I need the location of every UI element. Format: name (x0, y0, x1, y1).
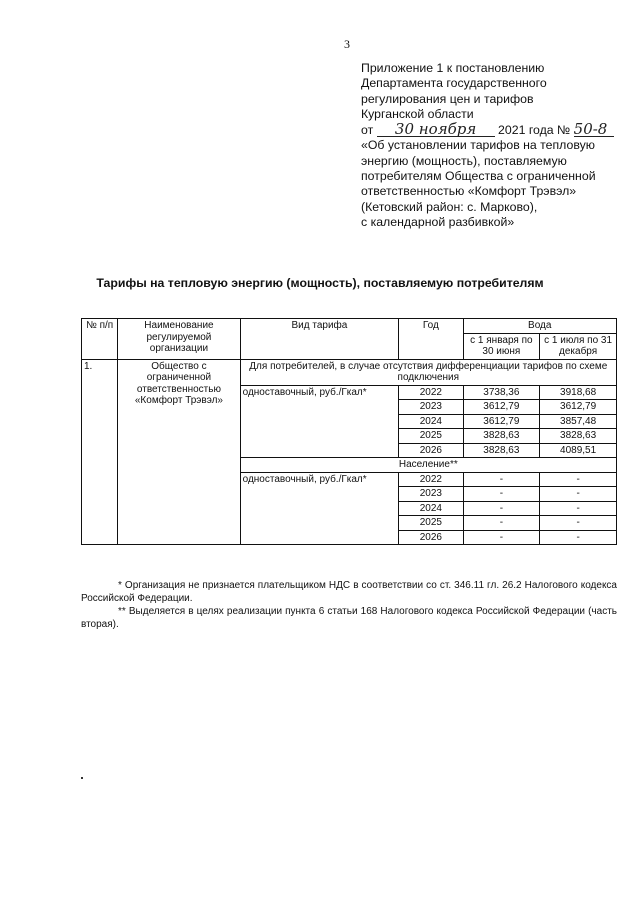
header-org: Наименование регулируемой организации (118, 319, 240, 360)
footnote-vat: * Организация не признается плательщиком НДС в соответствии со ст. 346.11 гл. 26.2 Налогового кодекса Российской Федерации. (81, 580, 617, 604)
value-cell: 3857,48 (540, 414, 617, 429)
header-year: Год (399, 319, 463, 360)
year-cell: 2025 (399, 516, 463, 531)
value-cell: - (540, 501, 617, 516)
subject-line: энергию (мощность), поставляемую (361, 153, 567, 168)
footnote-population: ** Выделяется в целях реализации пункта 6 статьи 168 Налогового кодекса Российской Федерации (часть вторая). (81, 606, 617, 630)
subject-line: потребителям Общества с ограниченной (361, 169, 596, 184)
year-cell: 2025 (399, 429, 463, 444)
group-label: Население** (240, 458, 616, 473)
appendix-line: Курганской области (361, 106, 474, 121)
group1-label-row (82, 359, 617, 385)
subject-line: с календарной разбивкой» (361, 214, 515, 229)
value-cell: - (540, 487, 617, 502)
resolution-date-line (361, 122, 626, 138)
subject-line: ответственностью «Комфорт Трэвэл» (361, 184, 577, 199)
value-cell: 3828,63 (463, 429, 540, 444)
header-num: № п/п (82, 319, 118, 360)
year-cell: 2022 (399, 385, 463, 400)
appendix-line: регулирования цен и тарифов (361, 91, 534, 106)
page-number: 3 (344, 37, 350, 51)
header-tariff-type: Вид тарифа (240, 319, 399, 360)
value-cell: - (463, 487, 540, 502)
header-period-1: с 1 января по 30 июня (463, 333, 540, 359)
value-cell: - (540, 530, 617, 545)
document-title: Тарифы на тепловую энергию (мощность), поставляемую потребителям (96, 276, 544, 290)
value-cell: 3828,63 (463, 443, 540, 458)
tariff-type: одноставочный, руб./Гкал* (240, 385, 399, 458)
year-cell: 2024 (399, 501, 463, 516)
group-label: Для потребителей, в случае отсутствия дифференциации тарифов по схеме подключения (240, 359, 616, 385)
year-text: 2021 года № (498, 123, 571, 138)
table-header-row (82, 319, 617, 334)
year-cell: 2024 (399, 414, 463, 429)
header-period-2: с 1 июля по 31 декабря (540, 333, 617, 359)
value-cell: - (463, 472, 540, 487)
handwritten-date: 30 ноября (377, 122, 495, 137)
value-cell: 3612,79 (540, 400, 617, 415)
year-cell: 2022 (399, 472, 463, 487)
header-water: Вода (463, 319, 617, 334)
handwritten-number: 50-8 (574, 122, 614, 137)
row-number: 1. (82, 359, 118, 545)
appendix-line: Приложение 1 к постановлению (361, 61, 545, 75)
value-cell: 3612,79 (463, 414, 540, 429)
value-cell: 3918,68 (540, 385, 617, 400)
value-cell: - (540, 516, 617, 531)
value-cell: 3828,63 (540, 429, 617, 444)
tariff-table (81, 318, 617, 545)
stray-mark (81, 777, 83, 779)
value-cell: - (463, 516, 540, 531)
year-cell: 2023 (399, 400, 463, 415)
value-cell: 4089,51 (540, 443, 617, 458)
year-cell: 2026 (399, 530, 463, 545)
from-prefix: от (361, 123, 374, 138)
year-cell: 2026 (399, 443, 463, 458)
organization-name: Общество с ограниченной ответственностью «Комфорт Трэвэл» (118, 359, 240, 545)
value-cell: - (463, 501, 540, 516)
value-cell: - (540, 472, 617, 487)
appendix-header (361, 61, 626, 230)
value-cell: 3612,79 (463, 400, 540, 415)
subject-line: (Кетовский район: с. Марково), (361, 199, 538, 214)
appendix-line: Департамента государственного (361, 76, 547, 91)
subject-line: «Об установлении тарифов на тепловую (361, 138, 595, 153)
value-cell: - (463, 530, 540, 545)
value-cell: 3738,36 (463, 385, 540, 400)
tariff-type: одноставочный, руб./Гкал* (240, 472, 399, 545)
year-cell: 2023 (399, 487, 463, 502)
